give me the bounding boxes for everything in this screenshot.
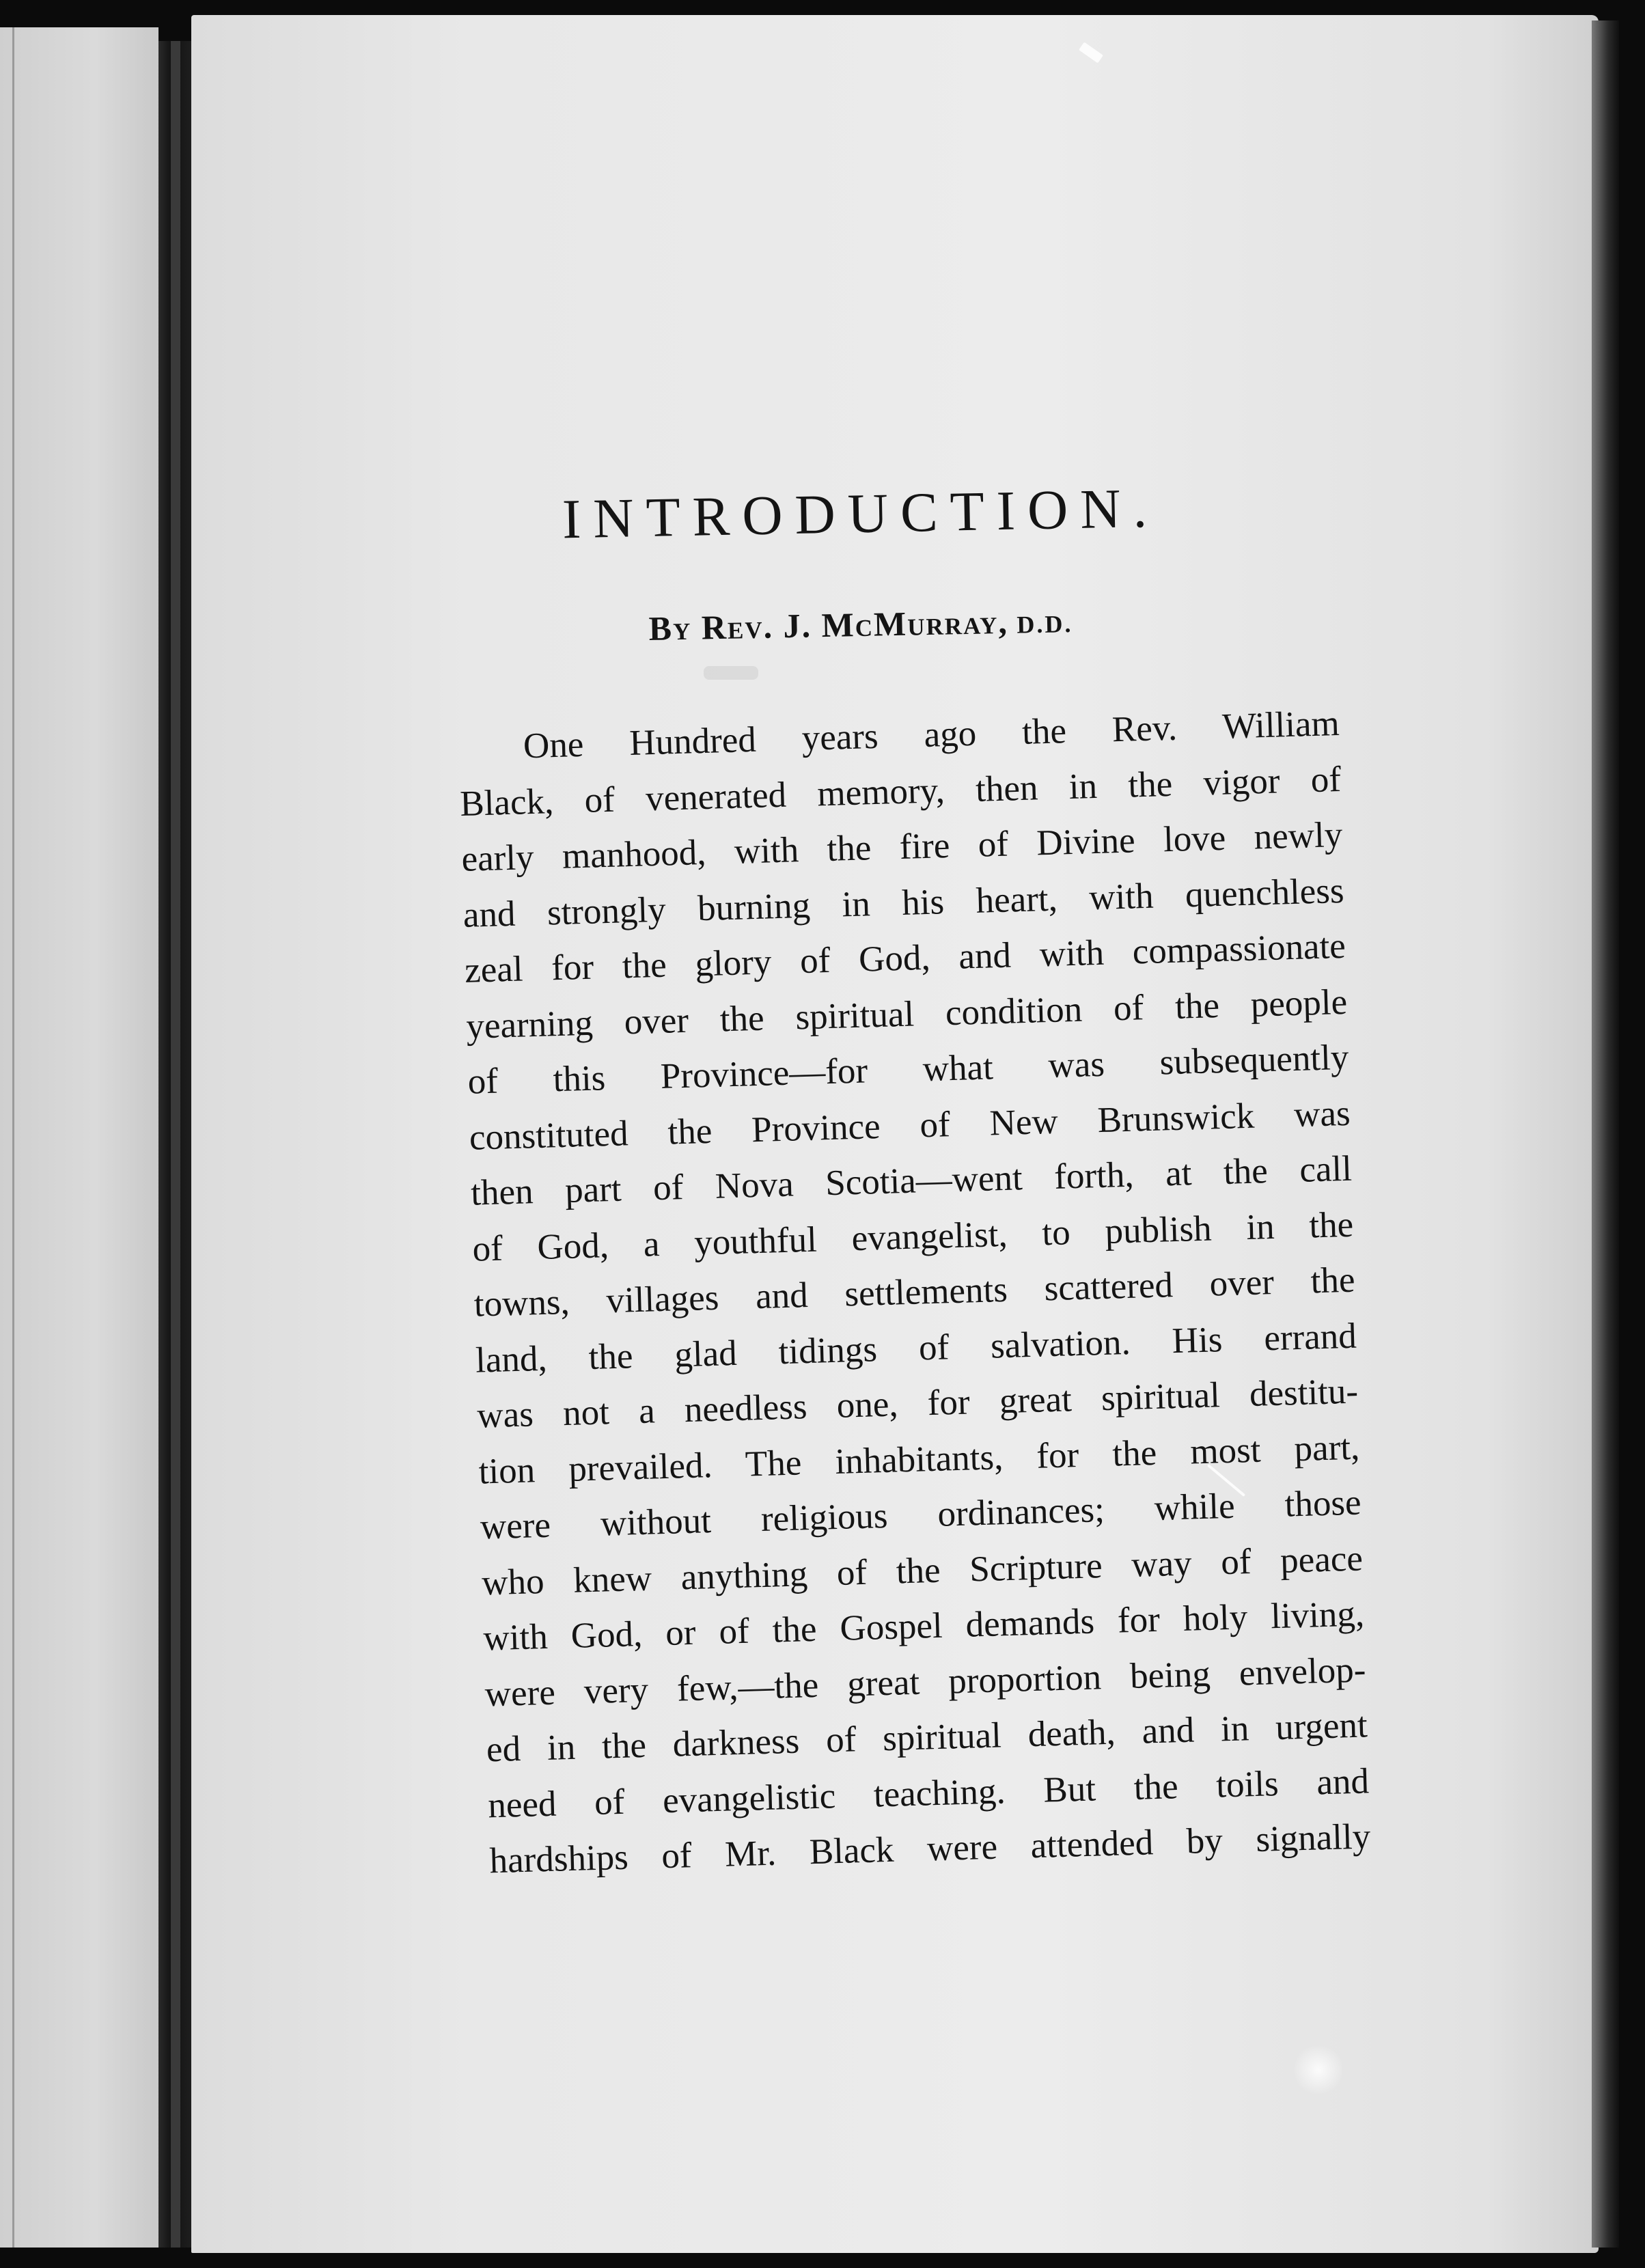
- text-line: ed in the darkness of spiritual death, and in urgent: [486, 1705, 1368, 1770]
- text-line: hardships of Mr. Black were attended by signally: [488, 1816, 1371, 1881]
- text-line: of this Province—for what was subsequently: [467, 1037, 1350, 1102]
- byline-degree: D.D.: [1017, 610, 1073, 639]
- text-line: was not a needless one, for great spiritual destitu-: [476, 1371, 1359, 1436]
- text-line: of God, a youthful evangelist, to publish in the: [471, 1204, 1354, 1269]
- author-byline: [588, 599, 1135, 649]
- body-paragraph: [458, 696, 1371, 1890]
- text-line: were very few,—the great proportion being envelop-: [484, 1649, 1367, 1714]
- text-line: One Hundred years ago the Rev. William: [523, 703, 1340, 766]
- text-line: with God, or of the Gospel demands for holy living,: [482, 1594, 1365, 1659]
- text-line: zeal for the glory of God, and with compassionate: [464, 926, 1346, 991]
- text-line: tion prevailed. The inhabitants, for the most part,: [478, 1427, 1361, 1492]
- text-line: and strongly burning in his heart, with quenchless: [462, 870, 1345, 935]
- text-line: then part of Nova Scotia—went forth, at the call: [470, 1148, 1353, 1213]
- text-line: land, the glad tidings of salvation. His errand: [475, 1316, 1357, 1381]
- text-line: early manhood, with the fire of Divine love newly: [460, 814, 1343, 879]
- text-line: who knew anything of the Scripture way of peace: [481, 1538, 1364, 1603]
- text-line: Black, of venerated memory, then in the vigor of: [459, 759, 1342, 824]
- text-line: were without religious ordinances; while those: [480, 1482, 1362, 1547]
- text-line: constituted the Province of New Brunswick was: [469, 1093, 1351, 1158]
- text-line: yearning over the spiritual condition of the people: [465, 982, 1348, 1047]
- chapter-title: INTRODUCTION.: [562, 476, 1160, 551]
- text-line: need of evangelistic teaching. But the toils and: [487, 1760, 1370, 1825]
- text-line: towns, villages and settlements scattered over the: [473, 1260, 1356, 1325]
- byline-author: By Rev. J. McMurray,: [648, 602, 1009, 648]
